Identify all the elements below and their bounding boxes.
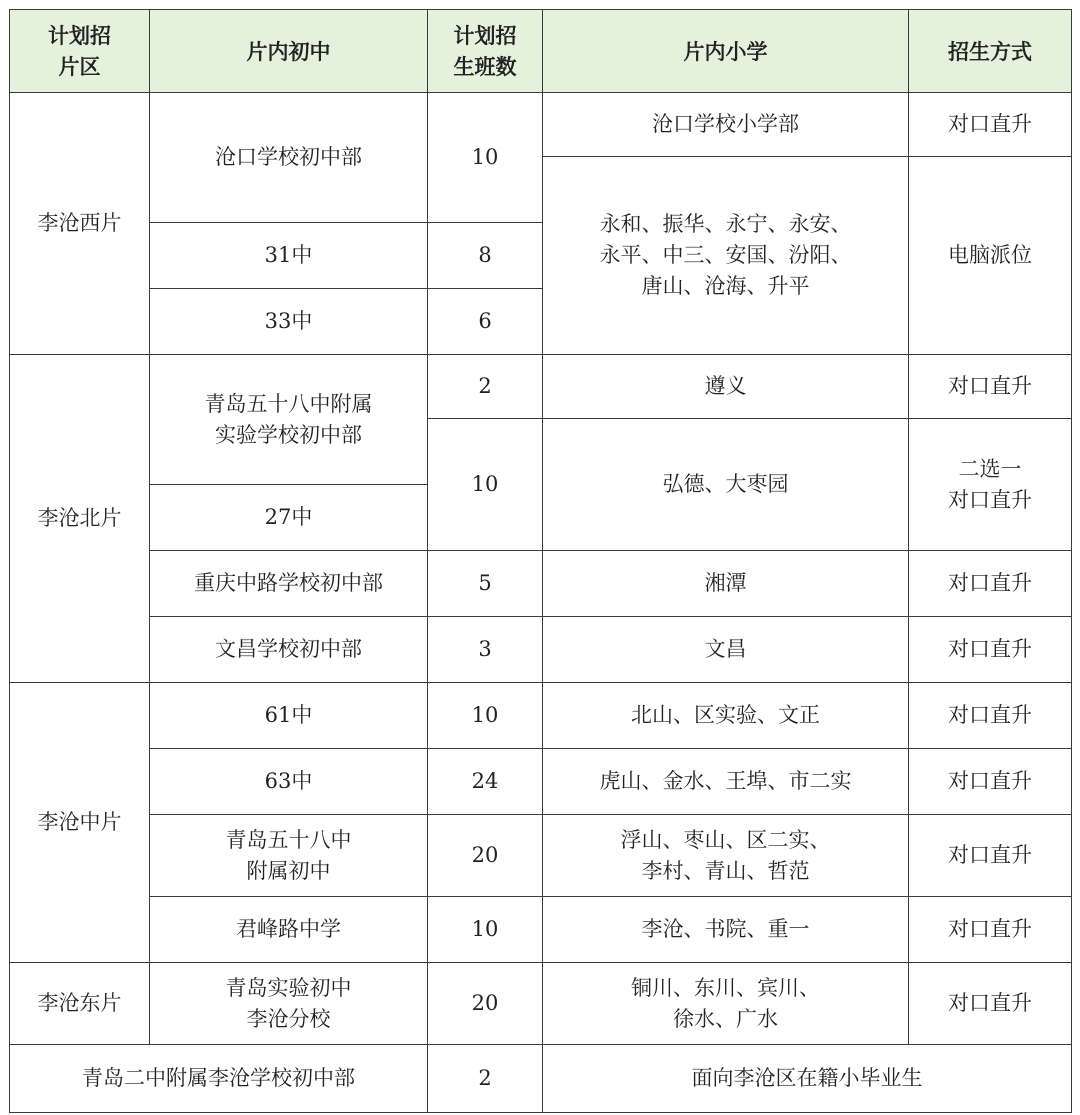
- junior-cell: 33中: [150, 289, 428, 355]
- header-classes-line1: 计划招: [453, 23, 517, 48]
- header-row: [10, 10, 1072, 93]
- header-primary: 片内小学: [543, 10, 909, 93]
- header-area-line1: 计划招: [48, 23, 111, 48]
- method-cell: 对口直升: [909, 551, 1072, 617]
- junior-cell: 61中: [150, 683, 428, 749]
- junior-line: 李沧分校: [246, 1006, 331, 1031]
- area-cell-east: 李沧东片: [10, 963, 150, 1045]
- primary-cell: [543, 963, 909, 1045]
- primary-line: 李村、青山、哲范: [641, 858, 810, 883]
- primary-line: 唐山、沧海、升平: [641, 274, 810, 298]
- table-row: [10, 551, 1072, 617]
- primary-cell: [543, 157, 909, 355]
- junior-cell: 文昌学校初中部: [150, 617, 428, 683]
- junior-line: 青岛实验初中: [225, 975, 352, 1000]
- classes-cell: 10: [428, 683, 543, 749]
- method-line: 对口直升: [948, 487, 1032, 512]
- junior-cell: 君峰路中学: [150, 897, 428, 963]
- classes-cell: 20: [428, 815, 543, 897]
- header-area: [10, 10, 150, 93]
- classes-cell: 10: [428, 897, 543, 963]
- table-row: [10, 93, 1072, 157]
- header-junior: 片内初中: [150, 10, 428, 93]
- primary-cell: 北山、区实验、文正: [543, 683, 909, 749]
- table-row: [10, 963, 1072, 1045]
- primary-line: 永平、中三、安国、汾阳、: [599, 243, 852, 267]
- classes-cell: 10: [428, 93, 543, 223]
- table-row: [10, 749, 1072, 815]
- junior-cell: 27中: [150, 485, 428, 551]
- primary-cell: 遵义: [543, 355, 909, 419]
- junior-cell: [150, 963, 428, 1045]
- primary-line: 永和、振华、永宁、永安、: [599, 212, 852, 236]
- primary-cell: 虎山、金水、王埠、市二实: [543, 749, 909, 815]
- header-area-line2: 片区: [58, 54, 101, 79]
- area-cell-west: 李沧西片: [10, 93, 150, 355]
- junior-cell: 沧口学校初中部: [150, 93, 428, 223]
- table-row: [10, 815, 1072, 897]
- classes-cell: 24: [428, 749, 543, 815]
- primary-cell: [543, 815, 909, 897]
- method-cell: 对口直升: [909, 93, 1072, 157]
- primary-cell: 文昌: [543, 617, 909, 683]
- primary-line: 浮山、枣山、区二实、: [620, 827, 831, 852]
- header-classes-line2: 生班数: [453, 54, 517, 79]
- classes-cell: 3: [428, 617, 543, 683]
- primary-line: 铜川、东川、宾川、: [631, 975, 820, 1000]
- classes-cell: 2: [428, 1045, 543, 1113]
- table-row: [10, 683, 1072, 749]
- method-cell: [909, 419, 1072, 551]
- junior-cell: 重庆中路学校初中部: [150, 551, 428, 617]
- table-row: [10, 1045, 1072, 1113]
- classes-cell: 2: [428, 355, 543, 419]
- junior-line: 实验学校初中部: [215, 422, 362, 447]
- junior-cell-wide: 青岛二中附属李沧学校初中部: [10, 1045, 428, 1113]
- method-cell: 对口直升: [909, 897, 1072, 963]
- method-cell: 对口直升: [909, 355, 1072, 419]
- junior-cell: 63中: [150, 749, 428, 815]
- header-method: 招生方式: [909, 10, 1072, 93]
- junior-line: 附属初中: [246, 858, 331, 883]
- primary-line: 徐水、广水: [673, 1006, 778, 1031]
- method-cell: 对口直升: [909, 815, 1072, 897]
- classes-cell: 8: [428, 223, 543, 289]
- method-line: 二选一: [958, 456, 1022, 481]
- classes-cell: 5: [428, 551, 543, 617]
- junior-cell: [150, 355, 428, 485]
- area-cell-north: 李沧北片: [10, 355, 150, 683]
- table-row: [10, 617, 1072, 683]
- primary-cell: 李沧、书院、重一: [543, 897, 909, 963]
- primary-cell: 沧口学校小学部: [543, 93, 909, 157]
- junior-line: 青岛五十八中附属: [204, 391, 373, 416]
- method-cell: 对口直升: [909, 963, 1072, 1045]
- classes-cell: 6: [428, 289, 543, 355]
- header-classes: [428, 10, 543, 93]
- method-cell: 对口直升: [909, 683, 1072, 749]
- method-cell: 电脑派位: [909, 157, 1072, 355]
- table-row: [10, 355, 1072, 419]
- table-row: [10, 897, 1072, 963]
- primary-cell-wide: 面向李沧区在籍小毕业生: [543, 1045, 1072, 1113]
- primary-cell: 湘潭: [543, 551, 909, 617]
- method-cell: 对口直升: [909, 749, 1072, 815]
- junior-cell: [150, 815, 428, 897]
- classes-cell: 10: [428, 419, 543, 551]
- junior-line: 青岛五十八中: [225, 827, 352, 852]
- primary-cell: 弘德、大枣园: [543, 419, 909, 551]
- method-cell: 对口直升: [909, 617, 1072, 683]
- classes-cell: 20: [428, 963, 543, 1045]
- area-cell-middle: 李沧中片: [10, 683, 150, 963]
- junior-cell: 31中: [150, 223, 428, 289]
- enrollment-table: [9, 9, 1072, 1113]
